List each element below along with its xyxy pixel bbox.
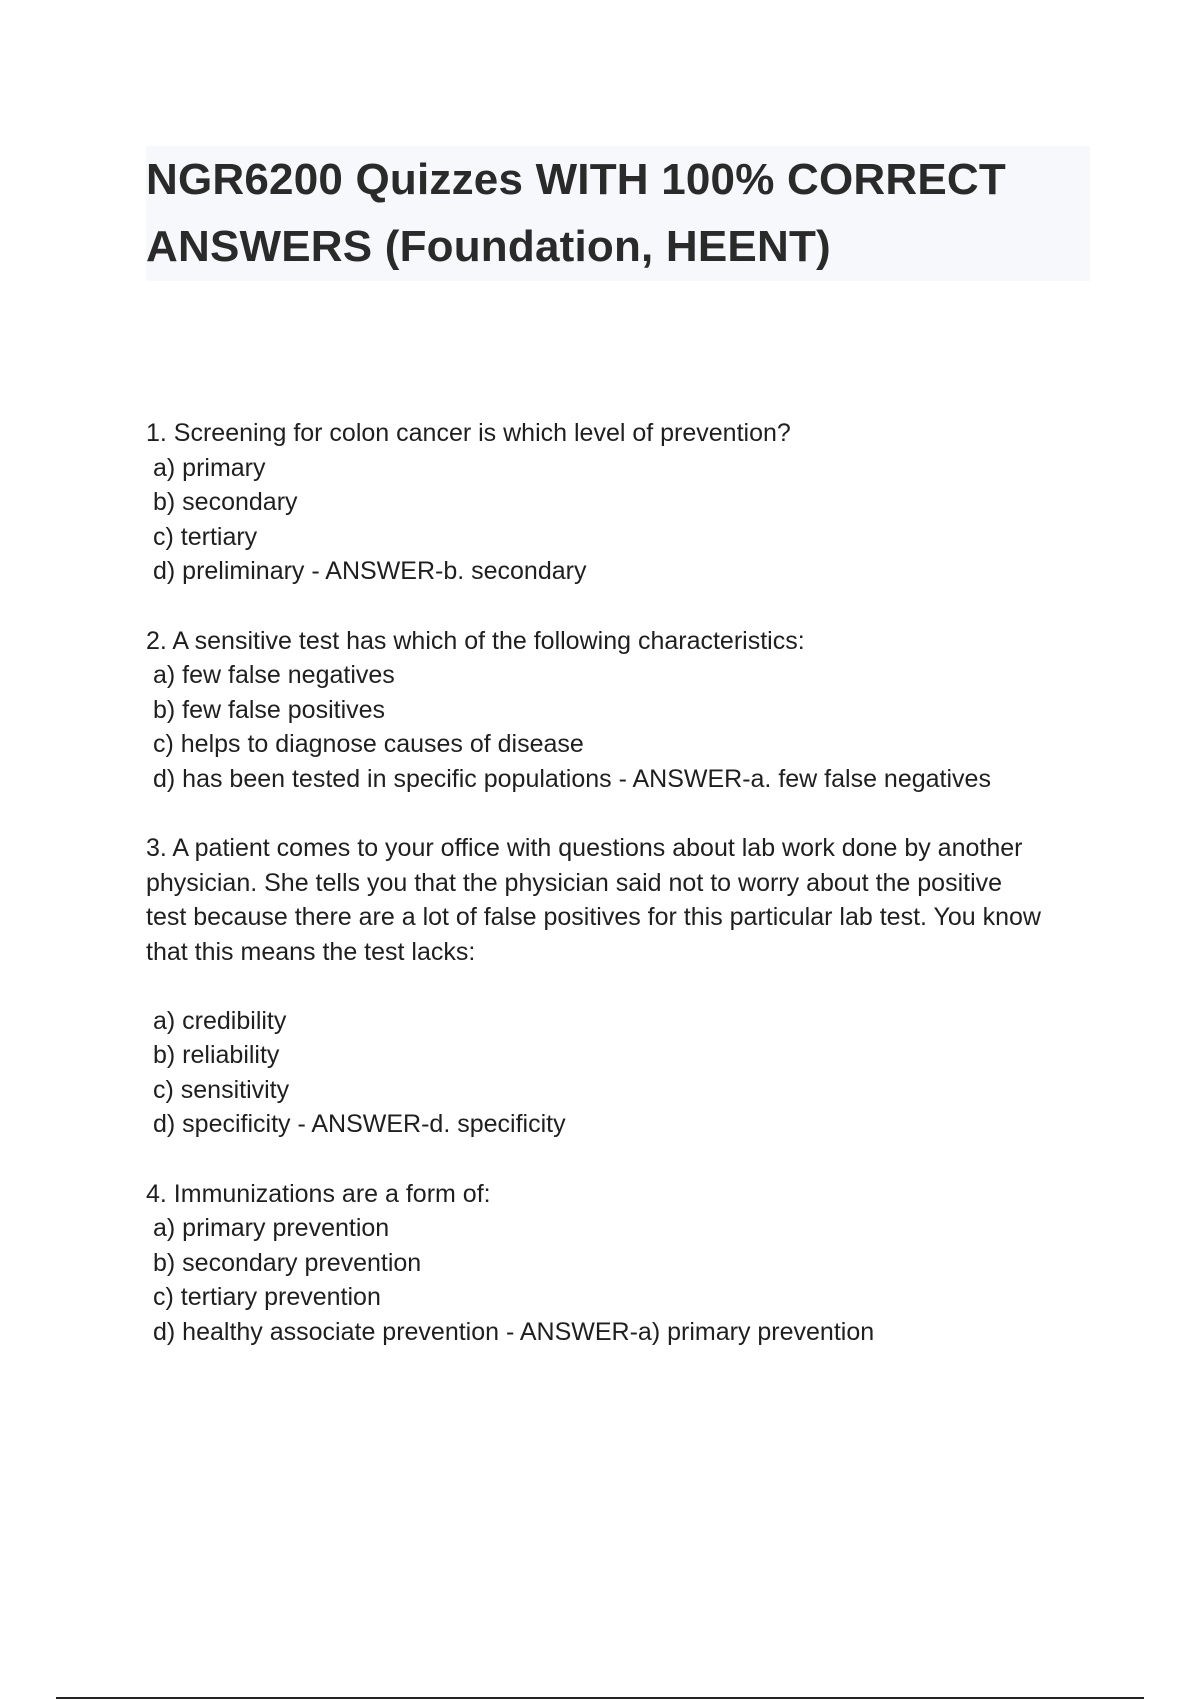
question-stem: 4. Immunizations are a form of: — [146, 1179, 491, 1208]
option-d-with-answer: d) preliminary - ANSWER-b. secondary — [153, 557, 587, 585]
question-stem-line-3: test because there are a lot of false positives for this particular lab test. You know — [146, 903, 1041, 931]
option-a: a) primary — [153, 453, 266, 482]
question-2 — [146, 624, 1096, 797]
option-d-with-answer: d) has been tested in specific populations - ANSWER-a. few false negatives — [153, 764, 991, 793]
option-c: c) sensitivity — [153, 1075, 290, 1104]
question-3 — [146, 831, 1096, 1142]
document-title — [146, 146, 1090, 280]
option-d-with-answer: d) specificity - ANSWER-d. specificity — [153, 1110, 566, 1138]
option-a: a) credibility — [153, 1006, 287, 1035]
title-banner — [146, 146, 1090, 281]
question-stem: 2. A sensitive test has which of the following characteristics: — [146, 626, 805, 655]
option-d-with-answer: d) healthy associate prevention - ANSWER-a) primary prevention — [153, 1317, 875, 1346]
option-c: c) tertiary — [153, 522, 258, 551]
option-c: c) helps to diagnose causes of disease — [153, 730, 584, 758]
option-a: a) few false negatives — [153, 661, 395, 689]
question-1 — [146, 416, 1096, 589]
option-b: b) secondary prevention — [153, 1248, 422, 1277]
question-4 — [146, 1177, 1096, 1350]
option-b: b) secondary — [153, 488, 298, 516]
option-b: b) few false positives — [153, 695, 386, 724]
option-c: c) tertiary prevention — [153, 1283, 381, 1311]
quiz-content — [146, 416, 1096, 1384]
question-stem-line-2: physician. She tells you that the physician said not to worry about the positive — [146, 868, 1003, 897]
title-line-1: NGR6200 Quizzes WITH 100% CORRECT — [146, 155, 1006, 204]
title-line-2: ANSWERS (Foundation, HEENT) — [146, 222, 831, 271]
question-stem-line-1: 3. A patient comes to your office with questions about lab work done by another — [146, 834, 1023, 862]
question-stem-line-4: that this means the test lacks: — [146, 937, 476, 966]
option-b: b) reliability — [153, 1041, 280, 1069]
option-a: a) primary prevention — [153, 1214, 390, 1242]
page-bottom-rule — [56, 1697, 1144, 1699]
question-stem: 1. Screening for colon cancer is which level of prevention? — [146, 419, 791, 447]
